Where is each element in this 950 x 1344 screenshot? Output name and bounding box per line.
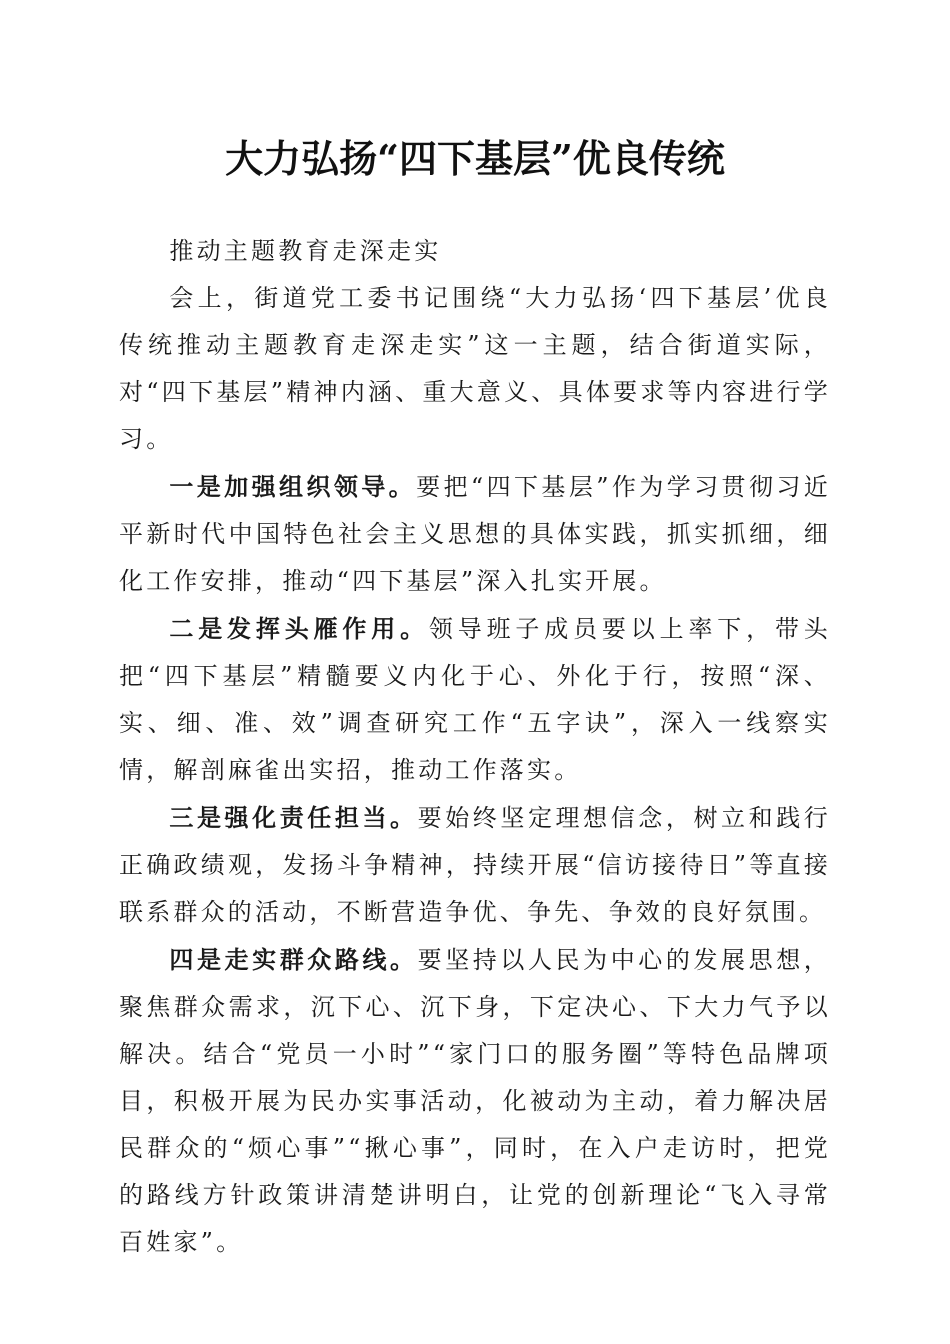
section-lead: 四是走实群众路线。 (169, 945, 418, 974)
section-text: 领导班子成员要以上率下，带头把“四下基层”精髓要义内化于心、外化于行，按照“深、实、细、准、效”调查研究工作“五字诀”，深入一线察实情，解剖麻雀出实招，推动工作落实。 (119, 615, 831, 784)
section-lead: 二是发挥头雁作用。 (169, 614, 429, 643)
document-title: 大力弘扬“四下基层”优良传统 (225, 136, 725, 181)
intro-paragraph: 会上，街道党工委书记围绕“大力弘扬‘四下基层’优良传统推动主题教育走深走实”这一主题，结合街道实际，对“四下基层”精神内涵、重大意义、具体要求等内容进行学习。 (119, 284, 831, 453)
document-subtitle: 推动主题教育走深走实 (169, 237, 442, 265)
section-paragraph-1 (119, 463, 831, 605)
section-paragraph-3 (119, 794, 831, 936)
document-body (119, 228, 831, 1266)
section-paragraph-4 (119, 936, 831, 1266)
section-text: 要始终坚定理想信念，树立和践行正确政绩观，发扬斗争精神，持续开展“信访接待日”等直接联系群众的活动，不断营造争优、争先、争效的良好氛围。 (119, 804, 831, 926)
section-text: 要坚持以人民为中心的发展思想，聚焦群众需求，沉下心、沉下身，下定决心、下大力气予以解决。结合“党员一小时”“家门口的服务圈”等特色品牌项目，积极开展为民办实事活动，化被动为主动，着力解决居民群众的“烦心事”“揪心事”，同时，在入户走访时，把党的路线方针政策讲清楚讲明白，让党的创新理论“飞入寻常百姓家”。 (119, 946, 831, 1256)
section-lead: 一是加强组织领导。 (169, 472, 417, 501)
section-text: 要把“四下基层”作为学习贯彻习近平新时代中国特色社会主义思想的具体实践，抓实抓细，细化工作安排，推动“四下基层”深入扎实开展。 (119, 473, 831, 595)
section-paragraph-2 (119, 605, 831, 794)
section-lead: 三是强化责任担当。 (169, 803, 418, 832)
